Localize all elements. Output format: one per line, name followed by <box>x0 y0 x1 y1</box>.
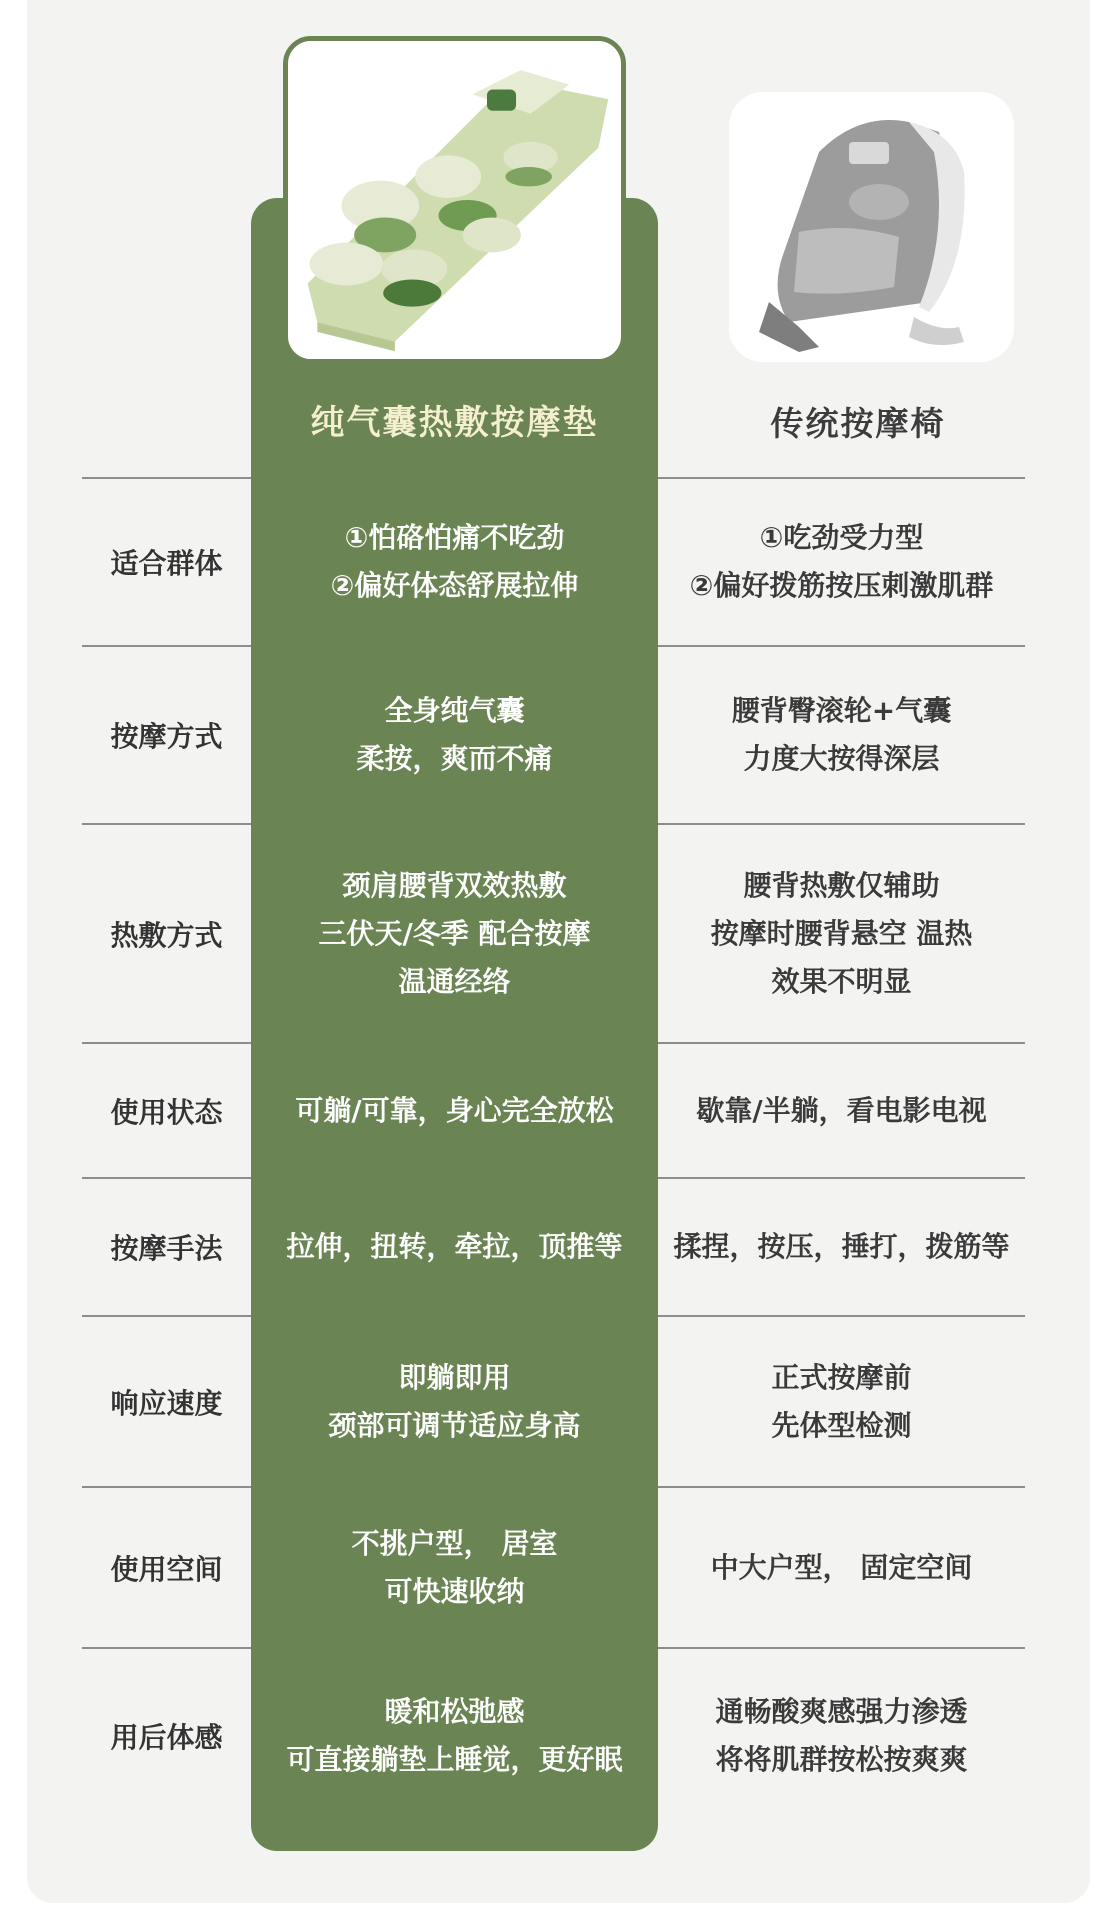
row-label: 用后体感 <box>110 1721 223 1754</box>
comparison-row <box>82 479 1025 645</box>
cell-line: 温通经络 <box>398 964 511 998</box>
massage-mat-image <box>283 36 626 364</box>
right-cell <box>658 1649 1025 1823</box>
cell-line: 拉伸，扭转，牵拉，顶推等 <box>286 1230 623 1263</box>
right-cell <box>658 1044 1025 1177</box>
cell-line: 先体型检测 <box>771 1408 912 1442</box>
cell-line: 柔按，爽而不痛 <box>356 742 553 775</box>
row-label: 按摩方式 <box>110 720 223 753</box>
cell-line: 通畅酸爽感强力渗透 <box>715 1695 968 1728</box>
cell-line: ①怕硌怕痛不吃劲 <box>344 521 565 554</box>
cell-line: 颈肩腰背双效热敷 <box>342 868 567 902</box>
right-cell <box>658 479 1025 645</box>
cell-line: 腰背臀滚轮+气囊 <box>731 694 952 727</box>
row-label: 热敷方式 <box>110 918 223 952</box>
left-cell <box>251 1044 658 1177</box>
row-label: 按摩手法 <box>110 1232 223 1265</box>
cell-line: 可直接躺垫上睡觉，更好眠 <box>286 1743 623 1776</box>
cell-line: 效果不明显 <box>771 964 912 998</box>
right-cell <box>658 647 1025 823</box>
left-column-title: 纯气囊热敷按摩垫 <box>310 403 599 443</box>
row-label: 使用空间 <box>110 1552 223 1586</box>
comparison-row <box>82 1649 1025 1823</box>
cell-line: 力度大按得深层 <box>743 742 940 775</box>
right-cell <box>658 825 1025 1042</box>
massage-chair-image <box>729 92 1014 362</box>
cell-line: ②偏好体态舒展拉伸 <box>330 569 579 602</box>
row-label: 响应速度 <box>110 1386 223 1420</box>
right-cell <box>658 1488 1025 1647</box>
cell-line: 正式按摩前 <box>771 1360 912 1394</box>
comparison-row <box>82 647 1025 823</box>
comparison-row <box>82 1179 1025 1315</box>
row-label: 使用状态 <box>110 1095 223 1129</box>
cell-line: 全身纯气囊 <box>384 694 525 727</box>
comparison-row <box>82 1317 1025 1486</box>
massage-mat-illustration <box>288 41 621 359</box>
right-cell <box>658 1317 1025 1486</box>
cell-line: 按摩时腰背悬空 温热 <box>710 916 973 950</box>
massage-chair-illustration <box>729 92 1014 362</box>
comparison-row <box>82 1488 1025 1647</box>
comparison-row <box>82 1044 1025 1177</box>
left-cell <box>251 1649 658 1823</box>
left-cell <box>251 479 658 645</box>
cell-line: ②偏好拨筋按压刺激肌群 <box>689 569 994 602</box>
cell-line: 三伏天/冬季 配合按摩 <box>318 916 591 950</box>
cell-line: 不挑户型， 居室 <box>351 1526 558 1560</box>
left-cell <box>251 1179 658 1315</box>
cell-line: 暖和松弛感 <box>384 1695 525 1728</box>
left-cell <box>251 825 658 1042</box>
cell-line: 揉捏，按压，捶打，拨筋等 <box>673 1230 1010 1263</box>
cell-line: 将将肌群按松按爽爽 <box>715 1743 968 1776</box>
right-column-title: 传统按摩椅 <box>770 404 946 443</box>
row-label: 适合群体 <box>110 547 223 580</box>
left-cell <box>251 647 658 823</box>
cell-line: 即躺即用 <box>398 1360 511 1394</box>
cell-line: 中大户型， 固定空间 <box>710 1550 973 1584</box>
cell-line: 歇靠/半躺，看电影电视 <box>696 1093 987 1127</box>
cell-line: ①吃劲受力型 <box>759 521 924 554</box>
left-cell <box>251 1488 658 1647</box>
cell-line: 颈部可调节适应身高 <box>328 1408 581 1442</box>
cell-line: 可快速收纳 <box>384 1574 525 1608</box>
right-cell <box>658 1179 1025 1315</box>
cell-line: 腰背热敷仅辅助 <box>743 868 940 902</box>
cell-line: 可躺/可靠，身心完全放松 <box>295 1093 614 1127</box>
comparison-row <box>82 825 1025 1042</box>
left-cell <box>251 1317 658 1486</box>
